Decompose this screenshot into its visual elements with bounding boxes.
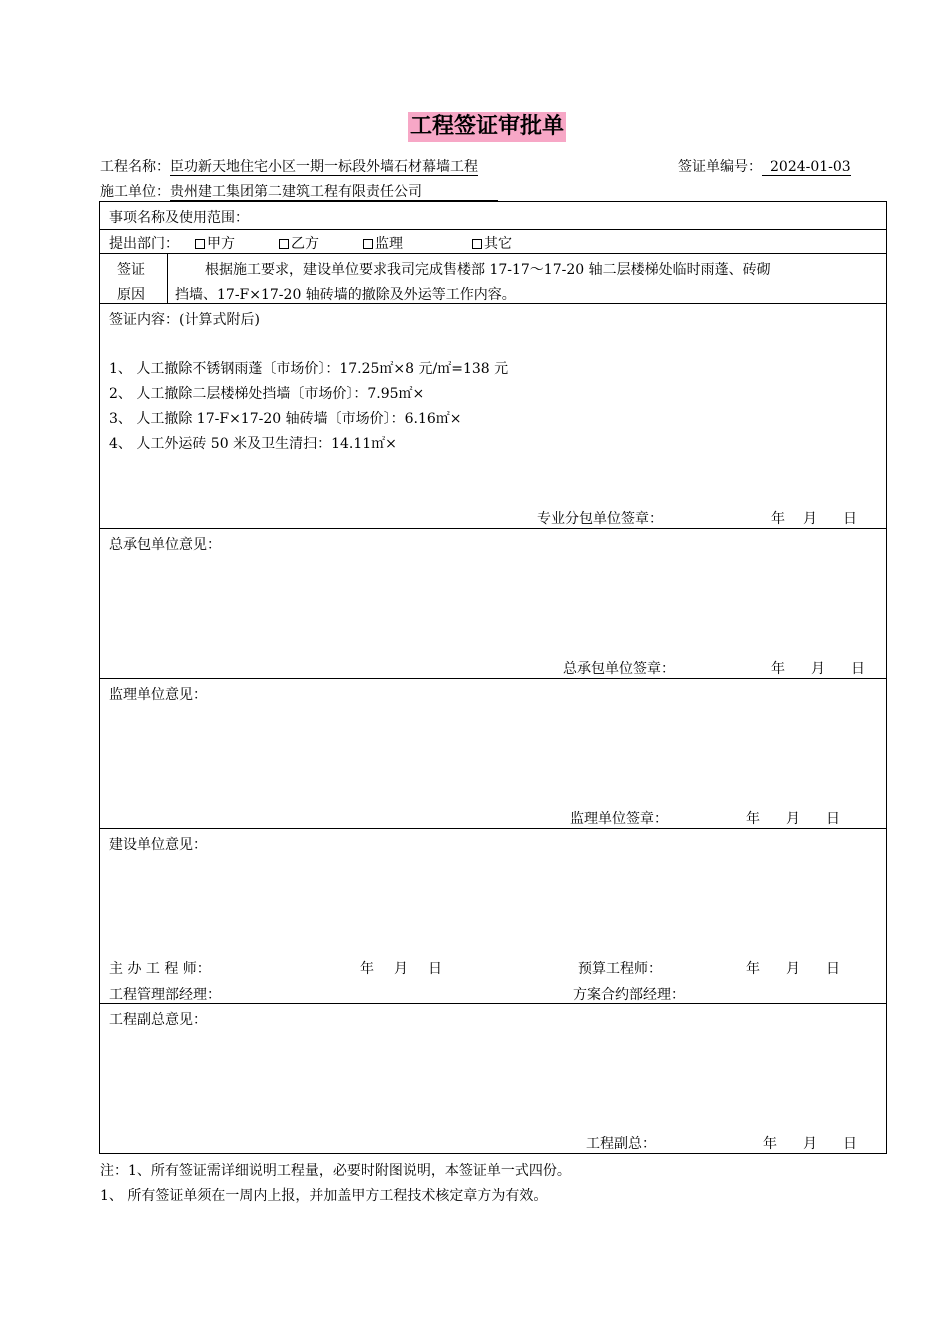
supervisor-opinion-label: 监理单位意见： (109, 687, 207, 703)
year-label: 年 (746, 811, 760, 827)
year-label: 年 (763, 1136, 777, 1152)
reason-label-line-2: 原因 (117, 287, 145, 303)
budget-engineer-label: 预算工程师： (578, 961, 662, 977)
content-label: 签证内容：(计算式附后) (109, 312, 260, 328)
month-label: 月 (394, 961, 408, 977)
gc-signature-label: 总承包单位签章： (563, 661, 675, 677)
dept-option-label: 乙方 (291, 236, 319, 252)
vp-signature-label: 工程副总： (586, 1136, 656, 1152)
supervisor-signature-label: 监理单位签章： (570, 811, 668, 827)
checkbox-icon[interactable] (279, 239, 289, 249)
project-name-row (100, 156, 478, 176)
dept-option-label: 甲方 (207, 236, 235, 252)
content-item: 2、 人工撤除二层楼梯处挡墙〔市场价〕：7.95㎡× (109, 386, 425, 402)
reason-label-line-1: 签证 (117, 262, 145, 278)
dept-option-owner[interactable] (195, 233, 235, 253)
budget-engineer-date (746, 958, 840, 978)
content-item: 3、 人工撤除 17-F×17-20 轴砖墙〔市场价〕：6.16㎡× (109, 411, 462, 427)
content-item: 1、 人工撤除不锈钢雨蓬〔市场价〕：17.25㎡×8 元/㎡=138 元 (109, 361, 509, 377)
checkbox-icon[interactable] (195, 239, 205, 249)
subcontractor-date (771, 508, 857, 528)
day-label: 日 (826, 811, 840, 827)
day-label: 日 (851, 661, 865, 677)
checkbox-icon[interactable] (472, 239, 482, 249)
project-name-value: 臣功新天地住宅小区一期一标段外墙石材幕墙工程 (170, 159, 478, 175)
dept-option-supervisor[interactable] (363, 233, 403, 253)
vp-date (763, 1133, 857, 1153)
contractor-row (100, 181, 498, 201)
contract-manager-label: 方案合约部经理： (573, 987, 685, 1003)
reason-text-line-1: 根据施工要求，建设单位要求我司完成售楼部 17-17～17-20 轴二层楼梯处临时雨蓬、砖砌 (205, 262, 771, 278)
supervisor-date (746, 808, 840, 828)
visa-number-value: 2024-01-03 (762, 159, 851, 176)
note-line: 注：1、所有签证需详细说明工程量，必要时附图说明，本签证单一式四份。 (100, 1163, 571, 1179)
year-label: 年 (360, 961, 374, 977)
project-name-label: 工程名称： (100, 159, 170, 175)
row-divider (99, 528, 887, 529)
dept-option-label: 其它 (484, 236, 512, 252)
row-divider (99, 828, 887, 829)
row-divider (99, 229, 887, 230)
month-label: 月 (786, 961, 800, 977)
content-item: 4、 人工外运砖 50 米及卫生清扫：14.11㎡× (109, 436, 397, 452)
month-label: 月 (811, 661, 825, 677)
year-label: 年 (771, 511, 785, 527)
dept-option-other[interactable] (472, 233, 512, 253)
year-label: 年 (771, 661, 785, 677)
contractor-label: 施工单位： (100, 184, 170, 200)
gc-date (771, 658, 865, 678)
reason-column-divider (167, 253, 168, 303)
day-label: 日 (843, 1136, 857, 1152)
page-title: 工程签证审批单 (408, 112, 566, 142)
month-label: 月 (786, 811, 800, 827)
day-label: 日 (843, 511, 857, 527)
owner-opinion-label: 建设单位意见： (109, 837, 207, 853)
month-label: 月 (803, 511, 817, 527)
dept-option-contractor[interactable] (279, 233, 319, 253)
note-line: 1、 所有签证单须在一周内上报，并加盖甲方工程技术核定章方为有效。 (100, 1188, 548, 1204)
row-divider (99, 678, 887, 679)
visa-number-row (678, 156, 851, 176)
year-label: 年 (746, 961, 760, 977)
chief-engineer-date (360, 958, 442, 978)
scope-label: 事项名称及使用范围： (109, 210, 249, 226)
gc-opinion-label: 总承包单位意见： (109, 537, 221, 553)
visa-number-label: 签证单编号： (678, 159, 762, 175)
subcontractor-signature-label: 专业分包单位签章： (537, 511, 663, 527)
day-label: 日 (826, 961, 840, 977)
department-label: 提出部门： (109, 236, 179, 252)
row-divider (99, 253, 887, 254)
pm-manager-label: 工程管理部经理： (109, 987, 221, 1003)
day-label: 日 (428, 961, 442, 977)
month-label: 月 (803, 1136, 817, 1152)
reason-text-line-2: 挡墙、17-F×17-20 轴砖墙的撤除及外运等工作内容。 (175, 287, 516, 303)
checkbox-icon[interactable] (363, 239, 373, 249)
contractor-value: 贵州建工集团第二建筑工程有限责任公司 (170, 184, 498, 201)
dept-option-label: 监理 (375, 236, 403, 252)
vp-opinion-label: 工程副总意见： (109, 1012, 207, 1028)
chief-engineer-label: 主 办 工 程 师： (109, 961, 211, 977)
